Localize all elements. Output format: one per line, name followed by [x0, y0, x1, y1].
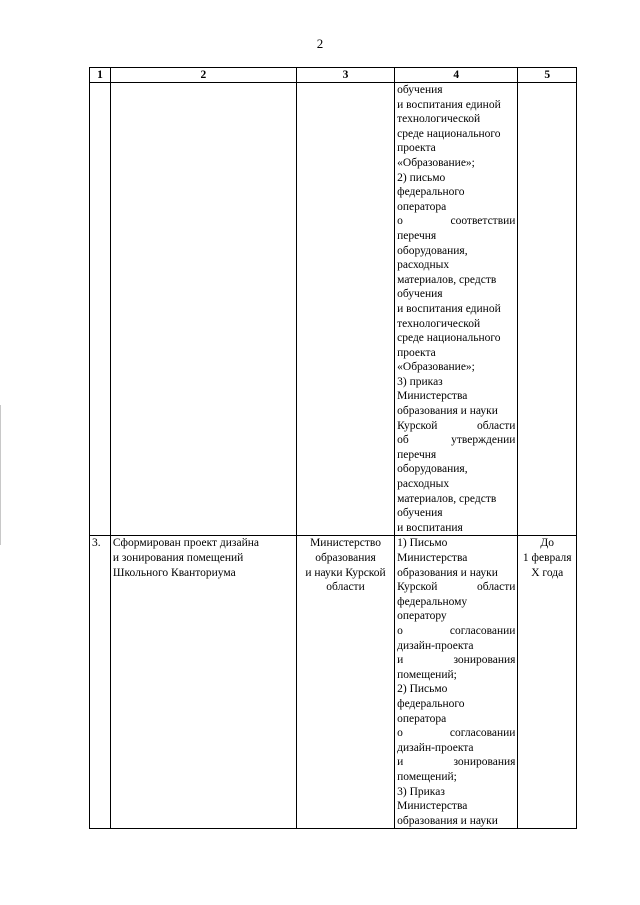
row-deadline [518, 83, 577, 536]
documents-line: проекта [397, 142, 436, 155]
documents-line: 2) Письмо [397, 683, 448, 696]
documents-line: образования и науки [397, 405, 498, 418]
documents-line: федерального [397, 186, 465, 199]
row-deadline [518, 536, 577, 829]
documents-line: «Образование»; [397, 156, 475, 169]
scan-margin-mark [0, 405, 1, 545]
documents-line: образования и науки [397, 814, 498, 827]
page-number: 2 [316, 36, 324, 51]
executor-line: образования [315, 552, 376, 564]
documents-line: оператора [397, 712, 447, 725]
description-line: Школьного Кванториума [112, 566, 236, 579]
executor-line: области [326, 581, 365, 594]
documents-line: и зонирования [397, 756, 516, 769]
documents-line: и воспитания единой [397, 302, 501, 315]
documents-line: федеральному [397, 595, 468, 608]
description-line: и зонирования помещений [112, 552, 244, 564]
documents-line: 2) письмо [397, 171, 446, 184]
executor-line: и науки Курской [305, 566, 386, 579]
documents-line: Курской области [397, 419, 516, 432]
documents-line: федерального [397, 697, 465, 710]
documents-line: «Образование»; [397, 361, 475, 374]
documents-line: оборудования, [397, 463, 468, 476]
documents-line: Курской области [397, 581, 516, 594]
documents-line: материалов, средств [397, 492, 497, 505]
header-col-2: 2 [110, 68, 296, 83]
table-header-row [90, 68, 577, 83]
documents-line: обучения [397, 84, 443, 96]
table-row [90, 83, 577, 536]
documents-line: оператору [397, 610, 447, 623]
row-number: 3. [90, 536, 111, 829]
documents-line: Министерства [397, 800, 468, 813]
documents-line: материалов, средств [397, 273, 497, 286]
documents-line: оператора [397, 200, 447, 213]
row-description [110, 536, 296, 829]
documents-line: и воспитания [397, 521, 463, 534]
documents-line: технологической [397, 317, 481, 330]
documents-line: перечня [397, 229, 437, 242]
deadline-line: 1 февраля [522, 552, 572, 564]
row-executor [296, 83, 394, 536]
deadline-line: До [540, 537, 555, 550]
row-executor [296, 536, 394, 829]
documents-line: проекта [397, 346, 436, 359]
header-col-1: 1 [90, 68, 111, 83]
documents-line: образования и науки [397, 566, 498, 579]
description-line: Сформирован проект дизайна [112, 537, 259, 550]
documents-line: 3) Приказ [397, 785, 445, 798]
documents-line: и зонирования [397, 654, 516, 667]
documents-line: о соответствии [397, 215, 516, 228]
documents-line: технологической [397, 113, 481, 126]
documents-line: обучения [397, 507, 443, 520]
documents-line: дизайн-проекта [397, 741, 474, 754]
documents-line: 1) Письмо [397, 537, 448, 550]
header-col-5: 5 [518, 68, 577, 83]
executor-line: Министерство [310, 537, 381, 550]
documents-line: оборудования, [397, 244, 468, 257]
documents-line: и воспитания единой [397, 98, 501, 111]
plan-table [89, 67, 577, 829]
row-number [90, 83, 111, 536]
documents-line: помещений; [397, 668, 457, 681]
row-documents [395, 536, 518, 829]
documents-line: расходных [397, 259, 450, 272]
header-col-3: 3 [296, 68, 394, 83]
documents-line: о согласовании [397, 624, 516, 637]
documents-line: Министерства [397, 390, 468, 403]
documents-line: среде национального [397, 332, 501, 345]
documents-line: об утверждении [397, 434, 516, 447]
documents-line: дизайн-проекта [397, 639, 474, 652]
documents-line: Министерства [397, 552, 468, 564]
deadline-line: X года [531, 566, 564, 579]
documents-line: 3) приказ [397, 375, 443, 388]
documents-line: среде национального [397, 127, 501, 140]
documents-line: перечня [397, 448, 437, 461]
documents-line: помещений; [397, 770, 457, 783]
table-row [90, 536, 577, 829]
documents-line: расходных [397, 478, 450, 491]
row-documents [395, 83, 518, 536]
documents-line: обучения [397, 288, 443, 301]
documents-line: о согласовании [397, 727, 516, 740]
row-description [110, 83, 296, 536]
header-col-4: 4 [395, 68, 518, 83]
